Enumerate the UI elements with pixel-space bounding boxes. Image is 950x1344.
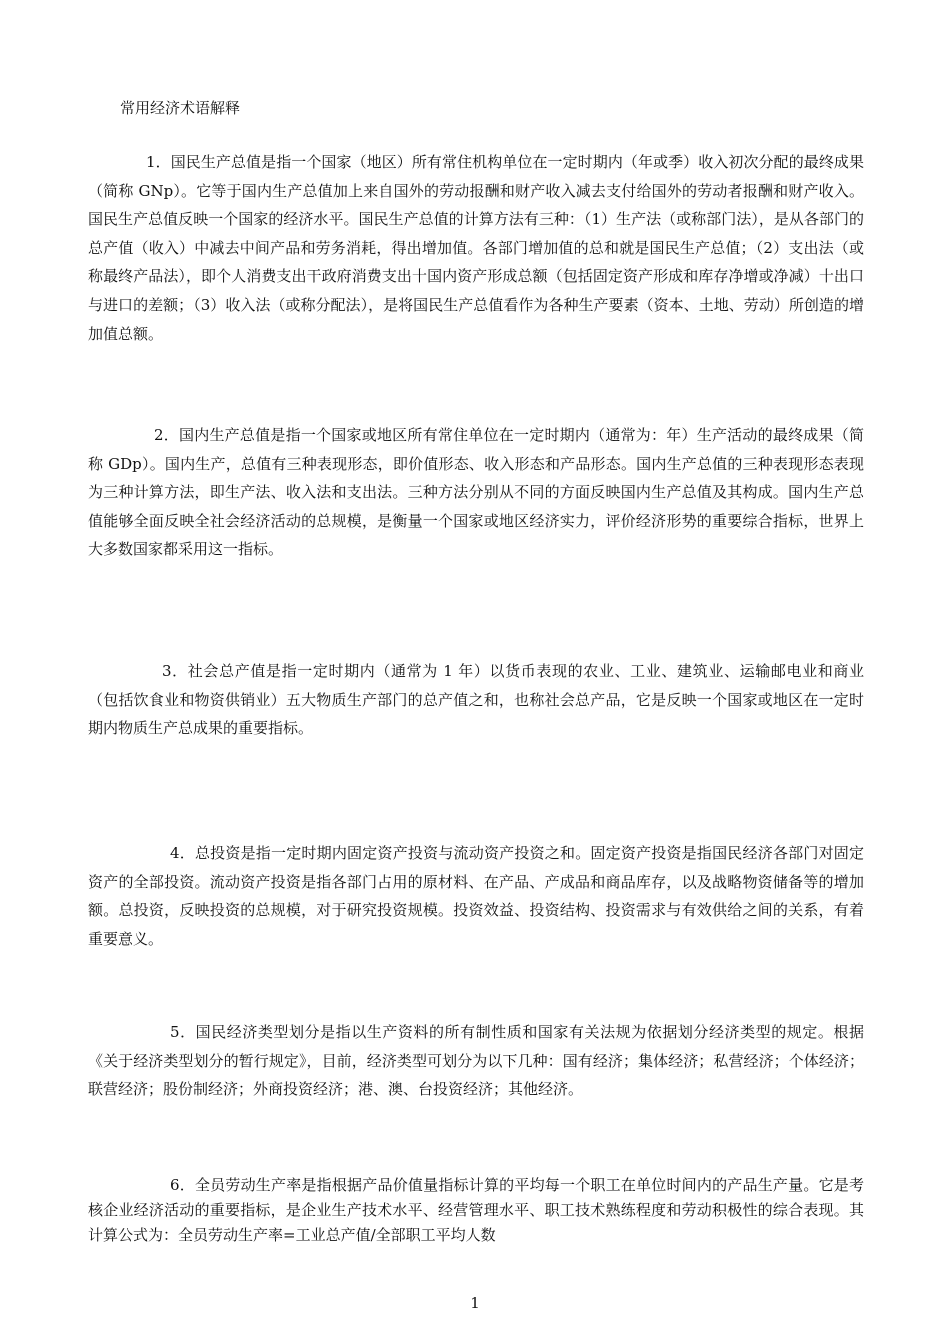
- paragraph-total-social-output: 3．社会总产值是指一定时期内（通常为 1 年）以货币表现的农业、工业、建筑业、运输邮电业和商业（包括饮食业和物资供销业）五大物质生产部门的总产值之和，也称社会总产品，它是反映一个国家或地区在一定时期内物质生产总成果的重要指标。: [88, 662, 864, 738]
- paragraph-gdp: 2．国内生产总值是指一个国家或地区所有常住单位在一定时期内（通常为：年）生产活动的最终成果（简称 GDp）。国内生产，总值有三种表现形态，即价值形态、收入形态和产品形态。国内生产总值的三种表现形态表现为三种计算方法，即生产法、收入法和支出法。三种方法分别从不同的方面反映国内生产总值及其构成。国内生产总值能够全面反映全社会经济活动的总规模，是衡量一个国家或地区经济实力，评价经济形势的重要综合指标，世界上大多数国家都采用这一指标。: [88, 426, 864, 559]
- paragraph-total-investment: 4．总投资是指一定时期内固定资产投资与流动资产投资之和。固定资产投资是指国民经济各部门对固定资产的全部投资。流动资产投资是指各部门占用的原材料、在产品、产成品和商品库存，以及战略物资储备等的增加额。总投资，反映投资的总规模，对于研究投资规模。投资效益、投资结构、投资需求与有效供给之间的关系，有着重要意义。: [88, 844, 864, 948]
- document-title: 常用经济术语解释: [120, 99, 241, 117]
- paragraph-economic-types: 5．国民经济类型划分是指以生产资料的所有制性质和国家有关法规为依据划分经济类型的规定。根据《关于经济类型划分的暂行规定》，目前，经济类型可划分为以下几种：国有经济；集体经济；私营经济；个体经济；联营经济；股份制经济；外商投资经济；港、澳、台投资经济；其他经济。: [88, 1023, 864, 1099]
- paragraph-gnp: 1．国民生产总值是指一个国家（地区）所有常住机构单位在一定时期内（年或季）收入初次分配的最终成果（简称 GNp）。它等于国内生产总值加上来自国外的劳动报酬和财产收入减去支付给国外的劳动者报酬和财产收入。国民生产总值反映一个国家的经济水平。国民生产总值的计算方法有三种：（1）生产法（或称部门法），是从各部门的总产值（收入）中减去中间产品和劳务消耗，得出增加值。各部门增加值的总和就是国民生产总值；（2）支出法（或称最终产品法），即个人消费支出干政府消费支出十国内资产形成总额（包括固定资产形成和库存净增或净减）十出口与进口的差额；（3）收入法（或称分配法），是将国民生产总值看作为各种生产要素（资本、土地、劳动）所创造的增加值总额。: [88, 153, 864, 343]
- page-number: 1: [470, 1294, 480, 1312]
- paragraph-labor-productivity: 6．全员劳动生产率是指根据产品价值量指标计算的平均每一个职工在单位时间内的产品生产量。它是考核企业经济活动的重要指标，是企业生产技术水平、经营管理水平、职工技术熟练程度和劳动积极性的综合表现。其计算公式为：全员劳动生产率=工业总产值/全部职工平均人数: [88, 1176, 864, 1244]
